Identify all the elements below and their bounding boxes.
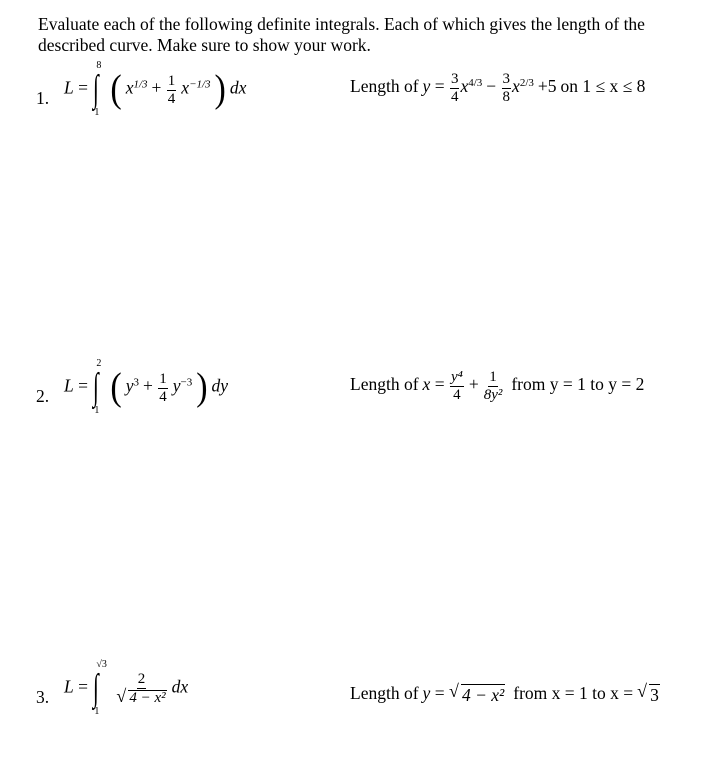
curve-coef-2: $\frac{3}{8}$ (502, 71, 511, 105)
lhs: L (64, 77, 74, 98)
sqrt-symbol: √ 4 − x² (448, 681, 505, 706)
curve-description: Length of y = √ 4 − x² from x = 1 to x = √ 3 (350, 681, 659, 706)
integral-expression: L = ∫ 2 1 ( $y^3$ + $\frac{1}{4}$ $y^{-3}$ ) dy (64, 358, 229, 416)
lower-limit: 1 (94, 706, 100, 717)
integral-expression: L = ∫ √3 1 2 √ 4 − x² dx (64, 659, 189, 717)
integral-sign: ∫ 2 1 (93, 358, 102, 416)
curve-coef-1: $\frac{3}{4}$ (450, 71, 459, 105)
curve-exp-1: 4/3 (468, 76, 483, 89)
term2-base: x (181, 77, 190, 98)
curve-prefix: Length of (350, 683, 419, 703)
curve-fraction-2: $\frac{1}{\text{8y²}}$ (483, 369, 503, 403)
integrand-fraction: 2 √ 4 − x² (116, 671, 166, 706)
curve-prefix: Length of (350, 374, 419, 395)
lower-limit: 1 (94, 405, 100, 416)
curve-exp-2: 2/3 (519, 76, 534, 89)
lower-limit: 1 (94, 107, 100, 118)
term1-base: y (125, 375, 134, 396)
term1-exp: 3 (133, 376, 139, 389)
curve-description: Length of x = $\frac{\text{y⁴}}{4}$ + $\frac{1}{\text{8y²}}$ from y = 1 to y = 2 (350, 369, 645, 403)
upper-limit: 2 (96, 358, 102, 369)
lhs: L (64, 676, 74, 697)
differential: dx (229, 77, 247, 98)
problem-number: 1. (36, 88, 50, 108)
problem-2 (0, 358, 718, 466)
upper-limit: √3 (96, 659, 107, 670)
sqrt-symbol: √ 4 − x² (116, 686, 166, 706)
upper-limit: 8 (96, 60, 102, 71)
coefficient-fraction: $\frac{1}{4}$ (167, 72, 176, 107)
integral-expression: L = ∫ 8 1 ( $x^{1/3}$ + $\frac{1}{4}$ $x^{-1/3}$ ) dx (64, 60, 247, 118)
curve-var: y (422, 683, 431, 703)
curve-var: y (422, 76, 431, 97)
term2-exp: −1/3 (189, 78, 211, 91)
integral-sign: ∫ 8 1 (93, 60, 102, 118)
curve-range: on 1 ≤ x ≤ 8 (560, 76, 646, 97)
term2-exp: −3 (180, 376, 193, 389)
curve-tail: +5 (537, 76, 557, 97)
term2-base: y (172, 375, 181, 396)
term1-exp: 1/3 (133, 78, 148, 91)
differential: dy (211, 375, 229, 396)
instructions: Evaluate each of the following definite integrals. Each of which gives the length of the described curve. Make sure to show your work. (38, 14, 645, 55)
problem-1 (0, 60, 718, 166)
curve-description: Length of y = $\frac{3}{4}$ $x^{4/3}$ − $\frac{3}{8}$ $x^{2/3} +5$ on 1 ≤ x ≤ 8 (350, 71, 646, 105)
differential: dx (171, 676, 189, 697)
problem-number: 3. (36, 687, 50, 707)
curve-var: x (422, 374, 431, 395)
lhs: L (64, 375, 74, 396)
curve-range: from y = 1 to y = 2 (511, 374, 645, 395)
term1-base: x (125, 77, 134, 98)
integral-sign: ∫ √3 1 (93, 659, 107, 717)
problem-number: 2. (36, 386, 50, 406)
curve-prefix: Length of (350, 76, 419, 97)
curve-range: from x = 1 to x = (513, 683, 634, 703)
sqrt-symbol: √ 3 (637, 681, 659, 706)
coefficient-fraction: $\frac{1}{4}$ (159, 370, 167, 405)
problem-3 (0, 659, 718, 765)
curve-fraction-1: $\frac{\text{y⁴}}{4}$ (450, 369, 463, 403)
